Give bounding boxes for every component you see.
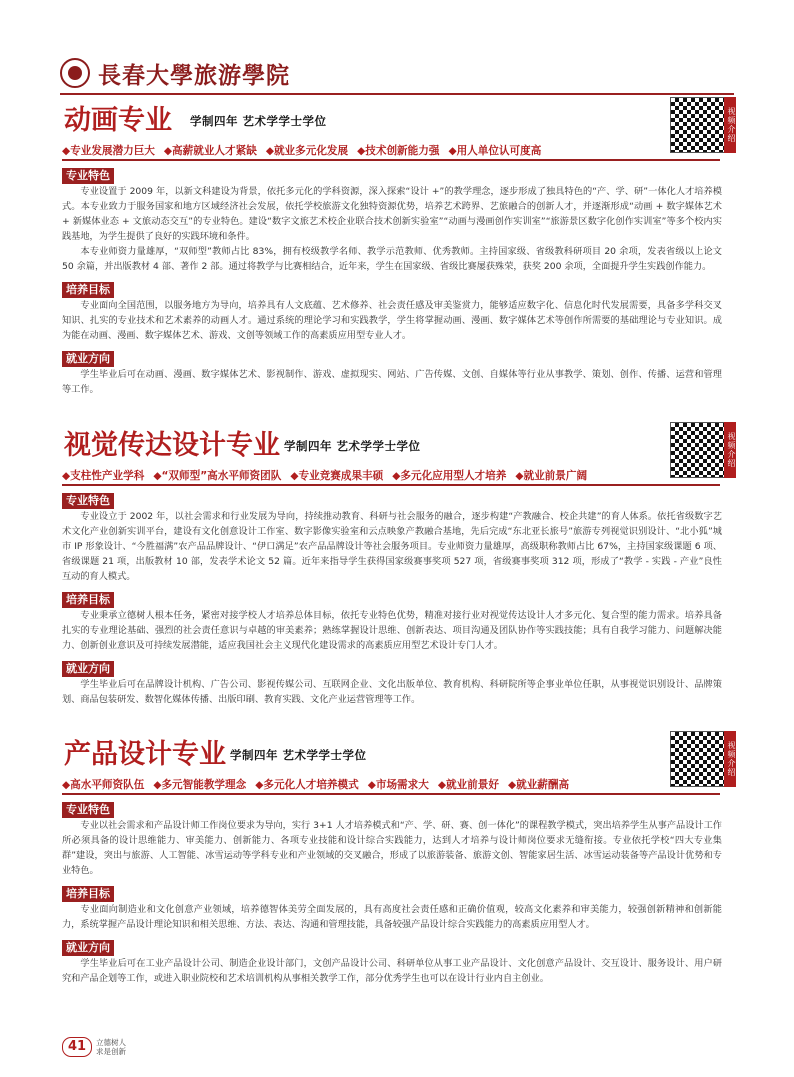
highlight-divider bbox=[62, 484, 720, 486]
sub-section-goals bbox=[62, 882, 722, 932]
highlight-item: ◆就业多元化发展 bbox=[265, 145, 349, 157]
paragraph: 专业设立于 2002 年，以社会需求和行业发展为导向，持续推动教育、科研与社会服务的融合，逐步构建“产教融合、校企共建”的育人体系。依托省级数字艺术文化产业创新实训平台，建设有文化创意设计工作室、数字影像实验室和云点映象产教融合基地，先后完成“东北亚长旅号”旅游专列视觉识别设计、“北小狐”城市 IP 形象设计、“今胜福满”农产品品牌设计、“伊口满足”农产品品牌设计等社会服务项目。专业师资力量雄厚，高级职称教师占比 67%，主持国家级课题 6 项、省级课题 21 项，出版教材 10 部，发表学术论文 52 篇。近年来指导学生获得国家级赛事奖项 527 项，省级赛事奖项 312 项，形成了“教学 - 实践 - 产业”良性互动的育人模式。 bbox=[62, 511, 722, 582]
highlights bbox=[62, 777, 578, 792]
degree-info: 学制四年 艺术学学士学位 bbox=[284, 439, 421, 453]
page-header bbox=[60, 55, 290, 91]
sub-heading: 就业方向 bbox=[62, 661, 114, 677]
paragraph: 学生毕业后可在品牌设计机构、广告公司、影视传媒公司、互联网企业、文化出版单位、教育机构、科研院所等企事业单位任职，从事视觉识别设计、品牌策划、商品包装研发、数智化媒体传播、出版印刷、教育实践、文化产业运营管理等工作。 bbox=[62, 679, 722, 705]
highlight-item: ◆多元化人才培养模式 bbox=[255, 779, 359, 791]
sub-section-careers bbox=[62, 936, 722, 986]
highlight-item: ◆支柱性产业学科 bbox=[62, 470, 145, 482]
highlight-item: ◆技术创新能力强 bbox=[357, 145, 440, 157]
video-intro-label: 视频介绍 bbox=[724, 422, 736, 478]
section-title-row bbox=[62, 103, 736, 143]
paragraph: 学生毕业后可在工业产品设计公司、制造企业设计部门，文创产品设计公司、科研单位从事工业产品设计、文化创意产品设计、交互设计、服务设计、用户研究和产品企划等工作，或进入职业院校和艺术培训机构从事相关教学工作，部分优秀学生也可以在设计行业内自主创业。 bbox=[62, 958, 722, 984]
highlights-bar bbox=[62, 468, 722, 485]
sub-heading: 培养目标 bbox=[62, 886, 114, 902]
highlights bbox=[62, 143, 550, 158]
degree-info: 学制四年 艺术学学士学位 bbox=[190, 114, 327, 128]
paragraph: 本专业师资力量雄厚，“双师型”教师占比 83%，拥有校级教学名师、教学示范教师、优秀教师。主持国家级、省级教科研项目 20 余项，发表省级以上论文 50 余篇，并出版教材 4 部、著作 2 部。通过将教学与比赛相结合，近年来，学生在国家级、省级比赛屡获殊荣，获奖 200 余项，全面提升学生实践创作能力。 bbox=[62, 246, 722, 272]
sub-section-features bbox=[62, 164, 722, 274]
highlight-item: ◆专业竞赛成果丰硕 bbox=[290, 470, 384, 482]
paragraph: 学生毕业后可在动画、漫画、数字媒体艺术、影视制作、游戏、虚拟现实、网站、广告传媒、文创、自媒体等行业从事教学、策划、创作、传播、运营和管理等工作。 bbox=[62, 369, 722, 395]
major-title: 产品设计专业 bbox=[64, 739, 226, 770]
sub-heading: 就业方向 bbox=[62, 940, 114, 956]
degree-info: 学制四年 艺术学学士学位 bbox=[230, 748, 367, 762]
sub-section-features bbox=[62, 489, 722, 584]
major-title: 视觉传达设计专业 bbox=[64, 430, 280, 461]
page-footer bbox=[62, 1037, 126, 1057]
highlight-item: ◆多元智能教学理念 bbox=[153, 779, 247, 791]
highlight-item: ◆就业前景广阔 bbox=[515, 470, 588, 482]
section-title-row bbox=[62, 428, 736, 468]
sub-heading: 培养目标 bbox=[62, 282, 114, 298]
motto-line: 立德树人 bbox=[96, 1038, 126, 1047]
highlight-divider bbox=[62, 793, 720, 795]
highlight-item: ◆多元化应用型人才培养 bbox=[392, 470, 507, 482]
sub-section-goals bbox=[62, 588, 722, 653]
highlights bbox=[62, 468, 596, 483]
paragraph: 专业以社会需求和产品设计师工作岗位要求为导向，实行 3+1 人才培养模式和“产、学、研、赛、创一体化”的课程教学模式，突出培养学生从事产品设计工作所必须具备的设计思维能力、审美能力、创新能力、各项专业技能和设计综合实践能力，达到人才培养与设计师岗位要求无缝衔接。专业依托学校“四大专业集群”建设，突出与旅游、人工智能、冰雪运动等学科专业和产业领域的交叉融合，形成了以旅游装备、旅游文创、智能家居生活、冰雪运动装备等产品设计优势和专业特色。 bbox=[62, 820, 722, 876]
video-intro-label: 视频介绍 bbox=[724, 97, 736, 153]
highlights-bar bbox=[62, 143, 722, 160]
highlight-item: ◆市场需求大 bbox=[367, 779, 429, 791]
sub-section-goals bbox=[62, 278, 722, 343]
header-divider bbox=[60, 93, 734, 95]
major-title: 动画专业 bbox=[64, 105, 172, 136]
section-title-row bbox=[62, 737, 736, 777]
sub-heading: 专业特色 bbox=[62, 802, 114, 818]
sub-heading: 专业特色 bbox=[62, 493, 114, 509]
paragraph: 专业面向制造业和文化创意产业领域，培养德智体美劳全面发展的，具有高度社会责任感和正确价值观，较高文化素养和审美能力，较强创新精神和创新能力，系统掌握产品设计理论知识和相关思维、方法、表达、沟通和管理技能，具备较强产品设计综合实践能力的高素质应用型人才。 bbox=[62, 904, 722, 930]
highlight-item: ◆高薪就业人才紧缺 bbox=[163, 145, 257, 157]
highlights-bar bbox=[62, 777, 722, 794]
highlight-item: ◆高水平师资队伍 bbox=[62, 779, 145, 791]
school-seal-logo bbox=[60, 58, 90, 88]
paragraph: 专业面向全国范围，以服务地方为导向，培养具有人文底蕴、艺术修养、社会责任感及审美鉴赏力，能够适应数字化、信息化时代发展需要，具备多学科交叉知识、扎实的专业技术和艺术素养的动画人才。通过系统的理论学习和实践教学，学生将掌握动画、漫画、数字媒体艺术等创作所需要的基础理论与专业知识。成为能在动画、漫画、数字媒体艺术、游戏、文创等领域工作的高素质应用型专业人才。 bbox=[62, 300, 722, 341]
paragraph: 专业秉承立德树人根本任务，紧密对接学校人才培养总体目标，依托专业特色优势，精准对接行业对视觉传达设计人才多元化、复合型的能力需求。培养具备扎实的专业理论基础、强烈的社会责任意识与卓越的审美素养；熟练掌握设计思维、创新表达、项目沟通及团队协作等实践技能；具有自我学习能力、问题解决能力、创新创业意识及可持续发展潜能，适应我国社会主义现代化建设需求的高素质应用型艺术设计专门人才。 bbox=[62, 610, 722, 651]
sub-section-features bbox=[62, 798, 722, 878]
highlight-item: ◆就业前景好 bbox=[437, 779, 499, 791]
sub-heading: 就业方向 bbox=[62, 351, 114, 367]
school-name: 長春大學旅游學院 bbox=[98, 61, 290, 89]
highlight-item: ◆就业薪酬高 bbox=[507, 779, 570, 791]
page-number: 41 bbox=[62, 1037, 92, 1057]
sub-heading: 专业特色 bbox=[62, 168, 114, 184]
paragraph: 专业设置于 2009 年，以新文科建设为背景，依托多元化的学科资源，深入探索“设计 +”的教学理念，逐步形成了独具特色的“产、学、研”一体化人才培养模式。本专业致力于服务国家和地方区域经济社会发展，依托学校旅游文化独特资源优势，培养艺术跨界、艺旅融合的创新人才，并逐渐形成“动画 + 数字媒体艺术 + 新媒体业态 + 文旅动态交互”的专业特色。建设“数字文旅艺术校企业联合技术创新实验室”“动画与漫画创作实训室”“旅游景区数字化创作实训室”等多个校内实践基地，为学生提供了良好的实践环境和条件。 bbox=[62, 186, 722, 242]
highlight-divider bbox=[62, 159, 720, 161]
highlight-item: ◆用人单位认可度高 bbox=[448, 145, 542, 157]
section-animation bbox=[62, 103, 736, 397]
section-product-design bbox=[62, 737, 736, 986]
highlight-item: ◆专业发展潜力巨大 bbox=[62, 145, 155, 157]
sub-section-careers bbox=[62, 657, 722, 707]
highlight-item: ◆“双师型”高水平师资团队 bbox=[153, 470, 282, 482]
motto bbox=[96, 1038, 126, 1056]
motto-line: 求是创新 bbox=[96, 1047, 126, 1056]
video-intro-label: 视频介绍 bbox=[724, 731, 736, 787]
section-visual-communication bbox=[62, 428, 736, 707]
sub-heading: 培养目标 bbox=[62, 592, 114, 608]
sub-section-careers bbox=[62, 347, 722, 397]
